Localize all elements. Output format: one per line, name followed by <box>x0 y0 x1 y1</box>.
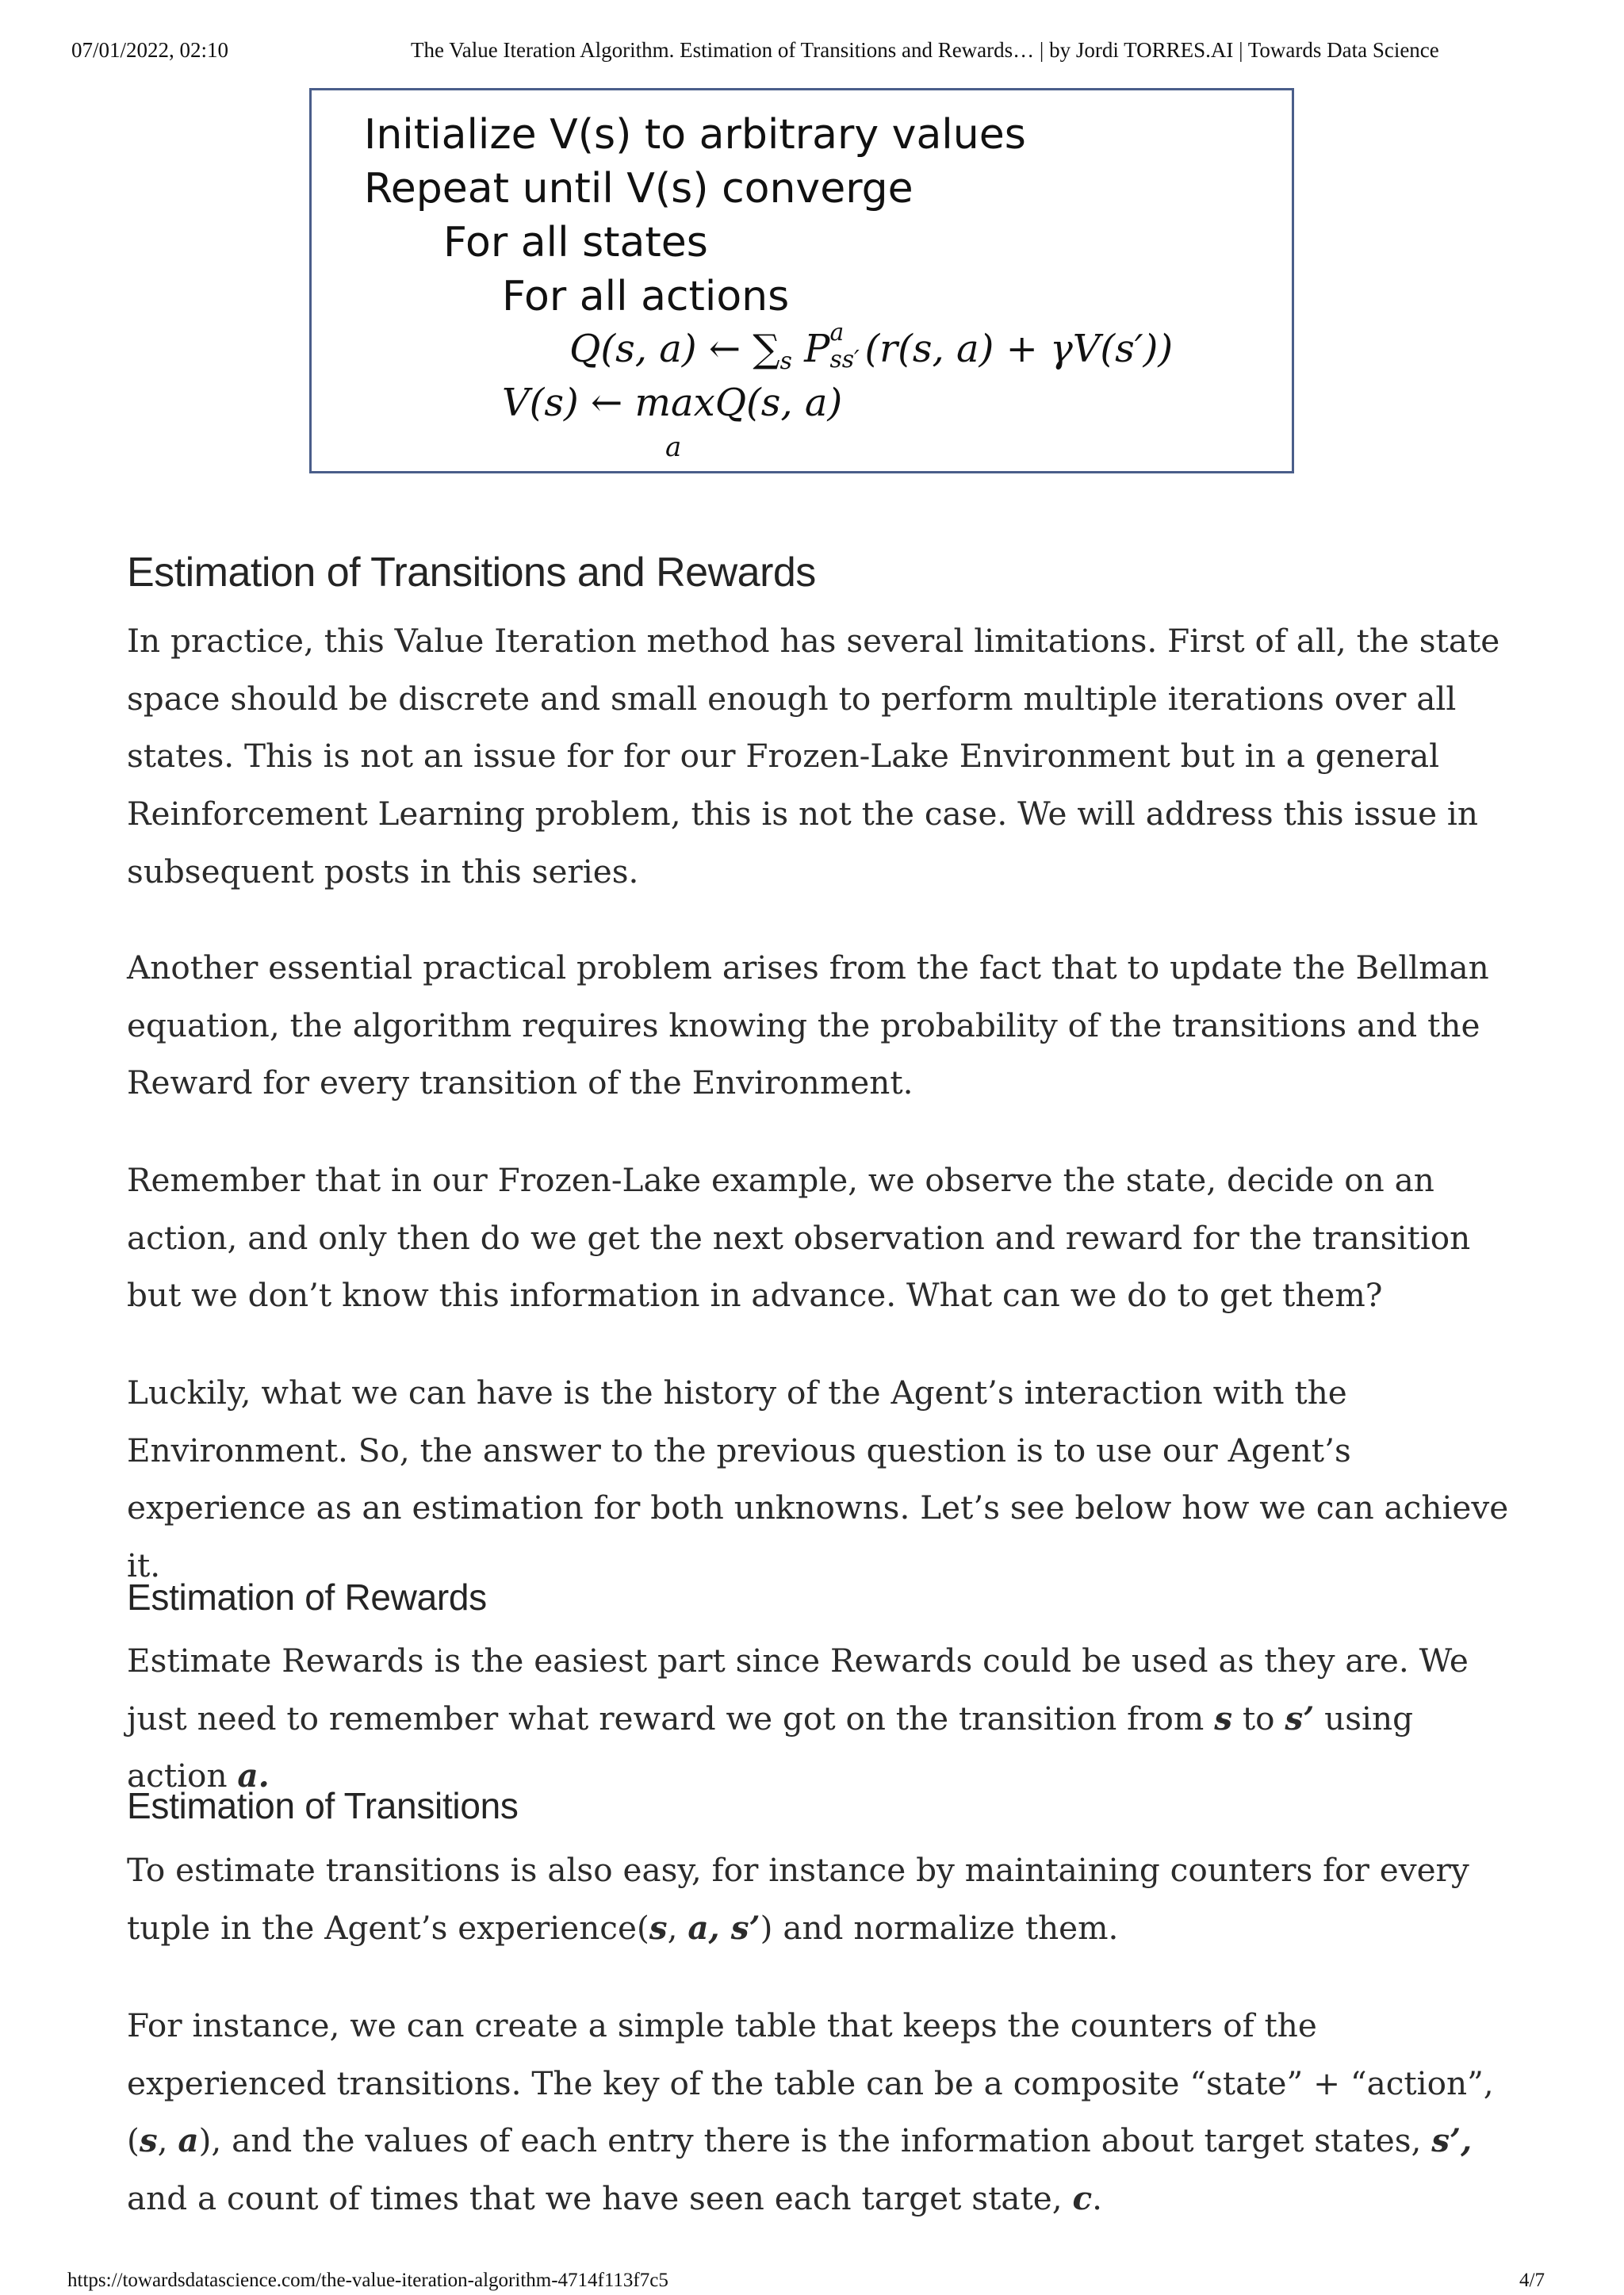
left-arrow-icon: ← <box>591 381 623 425</box>
paragraph-frozen-lake: Remember that in our Frozen-Lake example, we observe the state, decide on an action, and only then do we get the next observation and reward for the transition but we don’t know this information in advance. What can we do to get them? <box>127 1161 1471 1315</box>
paragraph-estimate-transitions: To estimate transitions is also easy, for instance by maintaining counters for every tuple in the Agent’s experience(s, a, s’) and normalize them. <box>127 1851 1469 1947</box>
paragraph-limitations: In practice, this Value Iteration method has several limitations. First of all, the state space should be discrete and small enough to perform multiple iterations over all states. This is not an issue for for our Frozen-Lake Environment but in a general Reinforcement Learning problem, this is not the case. We will address this issue in subsequent posts in this series. <box>127 622 1500 891</box>
v-update-formula <box>502 381 843 463</box>
paragraph-practical-problem: Another essential practical problem arises from the fact that to update the Bellman equation, the algorithm requires knowing the probability of the transitions and the Reward for every transition of the Environment. <box>127 948 1489 1102</box>
max-subscript: a <box>665 431 682 463</box>
print-header <box>71 38 1545 70</box>
q-lhs: Q(s, a) <box>569 327 697 371</box>
heading-estimation-rewards: Estimation of Rewards <box>127 1577 487 1618</box>
prob-subscript: ss′ <box>829 346 860 374</box>
heading-estimation-transitions-rewards: Estimation of Transitions and Rewards <box>127 550 816 596</box>
algo-line-repeat: Repeat until V(s) converge <box>364 165 914 213</box>
prob-superscript: a <box>829 319 845 347</box>
print-page-number: 4/7 <box>1519 2270 1545 2291</box>
transition-prob-symbol: P <box>804 327 830 371</box>
algo-line-initialize: Initialize V(s) to arbitrary values <box>364 111 1026 159</box>
q-update-formula <box>569 319 1174 375</box>
heading-estimation-transitions: Estimation of Transitions <box>127 1785 519 1826</box>
print-url: https://towardsdatascience.com/the-value-iteration-algorithm-4714f113f7c5 <box>67 2270 668 2291</box>
algo-line-for-states: For all states <box>443 219 708 266</box>
paragraph-agent-history: Luckily, what we can have is the history of the Agent’s interaction with the Environment. So, the answer to the previous question is to use our Agent’s experience as an estimation for both unknowns. Let’s see below how we can achieve it. <box>127 1374 1509 1585</box>
sum-symbol: ∑ <box>753 327 780 371</box>
v-rhs: Q(s, a) <box>714 381 843 425</box>
v-lhs: V(s) <box>502 381 579 425</box>
q-rhs: (r(s, a) + γV(s′)) <box>864 327 1174 371</box>
paragraph-estimate-rewards: Estimate Rewards is the easiest part since Rewards could be used as they are. We just need to remember what reward we got on the transition from s to s’ using action a. <box>127 1642 1469 1795</box>
print-footer <box>67 2270 1545 2293</box>
algo-line-for-actions: For all actions <box>502 273 790 320</box>
max-operator: max <box>634 381 715 425</box>
print-date: 07/01/2022, 02:10 <box>71 38 229 62</box>
value-iteration-pseudocode <box>309 88 1294 473</box>
left-arrow-icon: ← <box>708 327 741 371</box>
sum-subscript: s <box>779 347 792 375</box>
print-page-title: The Value Iteration Algorithm. Estimation of Transitions and Rewards… | by Jordi TORRES.AI | Towards Data Science <box>411 38 1439 62</box>
paragraph-counter-table: For instance, we can create a simple table that keeps the counters of the experienced transitions. The key of the table can be a composite “state” + “action”, (s, a), and the values of each entry there is the information about target states, s’, and a count of times that we have seen each target state, c. <box>127 2006 1494 2218</box>
